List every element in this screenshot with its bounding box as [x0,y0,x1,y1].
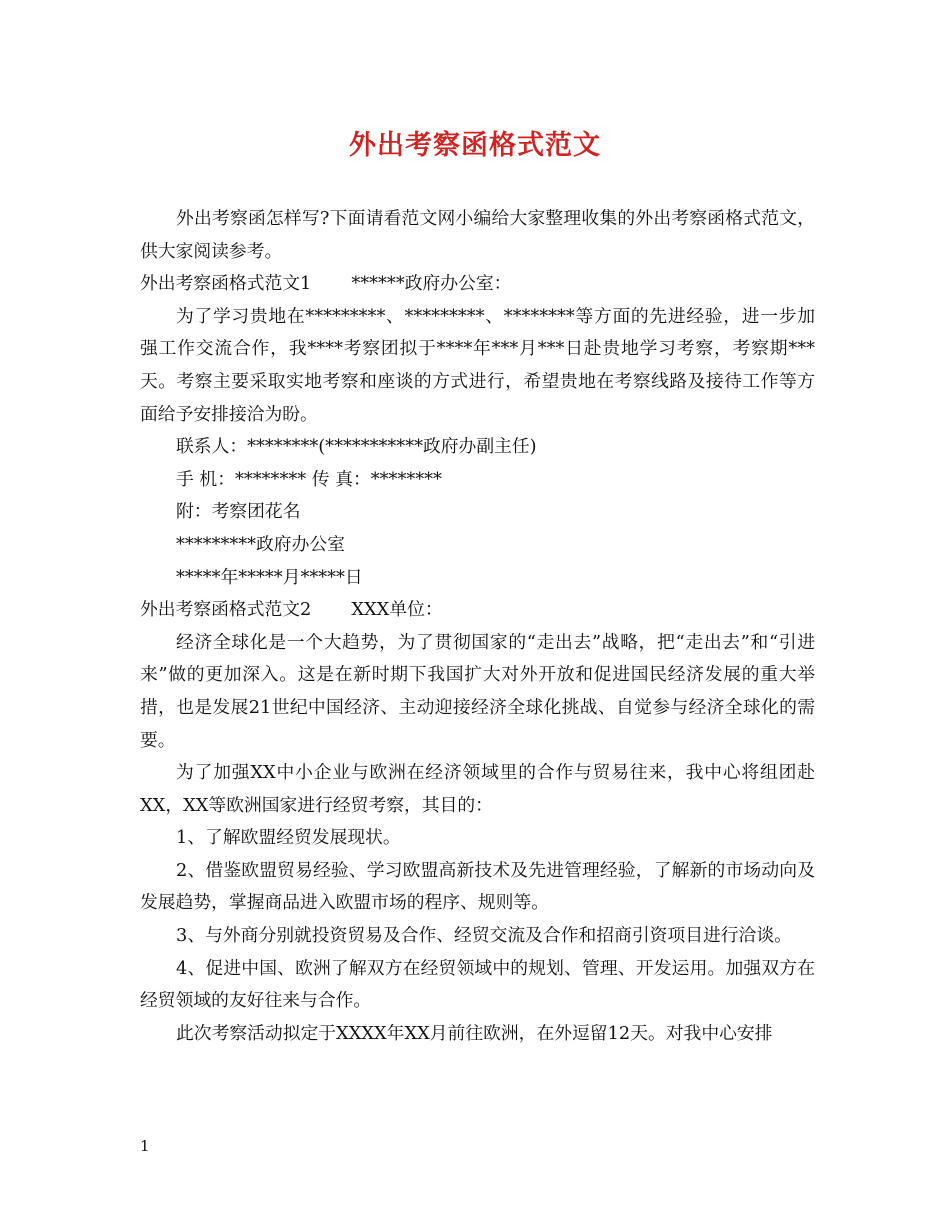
sample2-item-2: 2、借鉴欧盟贸易经验、学习欧盟高新技术及先进管理经验，了解新的市场动向及发展趋势，掌握商品进入欧盟市场的程序、规则等。 [140,859,815,914]
sample1-recipient: ******政府办公室： [351,273,512,295]
sample1-heading: 外出考察函格式范文1 [140,273,312,295]
sample2-heading: 外出考察函格式范文2 [140,599,312,621]
sample2-paragraph-2: 为了加强XX中小企业与欧洲在经济领域里的合作与贸易往来，我中心将组团赴XX，XX等欧洲国家进行经贸考察，其目的： [140,762,815,816]
document-title: 外出考察函格式范文 [349,130,601,161]
sample2-item-4: 4、促进中国、欧洲了解双方在经贸领域中的规划、管理、开发运用。加强双方在经贸领域的友好往来与合作。 [140,957,815,1012]
sample2-item-1: 1、了解欧盟经贸发展现状。 [176,827,401,849]
sample2-paragraph-3: 此次考察活动拟定于XXXX年XX月前往欧洲，在外逗留12天。对我中心安排 [176,1022,773,1044]
sample1-heading-line [140,268,815,301]
sample2-recipient: XXX单位： [351,599,443,621]
sample1-body: 为了学习贵地在*********、*********、********等方面的先进经验，进一步加强工作交流合作，我****考察团拟于****年***月***日赴贵地学习考察，考察期***天。考察主要采取实地考察和座谈的方式进行，希望贵地在考察线路及接待工作等方面给予安排接洽为盼。 [140,305,815,425]
intro-paragraph: 外出考察函怎样写?下面请看范文网小编给大家整理收集的外出考察函格式范文，供大家阅读参考。 [140,208,815,262]
sample1-sender: *********政府办公室 [176,533,345,555]
document-body [140,203,815,1050]
sample2-paragraph-1: 经济全球化是一个大趋势，为了贯彻国家的“走出去”战略，把“走出去”和“引进来”做的更加深入。这是在新时期下我国扩大对外开放和促进国民经济发展的重大举措，也是发展21世纪中国经济、主动迎接经济全球化挑战、自觉参与经济全球化的需要。 [140,631,815,751]
sample1-contact: 联系人：********(***********政府办副主任) [176,436,537,458]
sample1-attachment: 附：考察团花名 [176,501,301,523]
sample1-phone: 手 机：******** 传 真：******** [176,468,442,490]
sample2-heading-line [140,594,815,627]
page-number: 1 [140,1137,150,1155]
sample2-item-3: 3、与外商分别就投资贸易及合作、经贸交流及合作和招商引资项目进行洽谈。 [176,925,792,947]
sample1-date: *****年*****月*****日 [176,566,363,588]
